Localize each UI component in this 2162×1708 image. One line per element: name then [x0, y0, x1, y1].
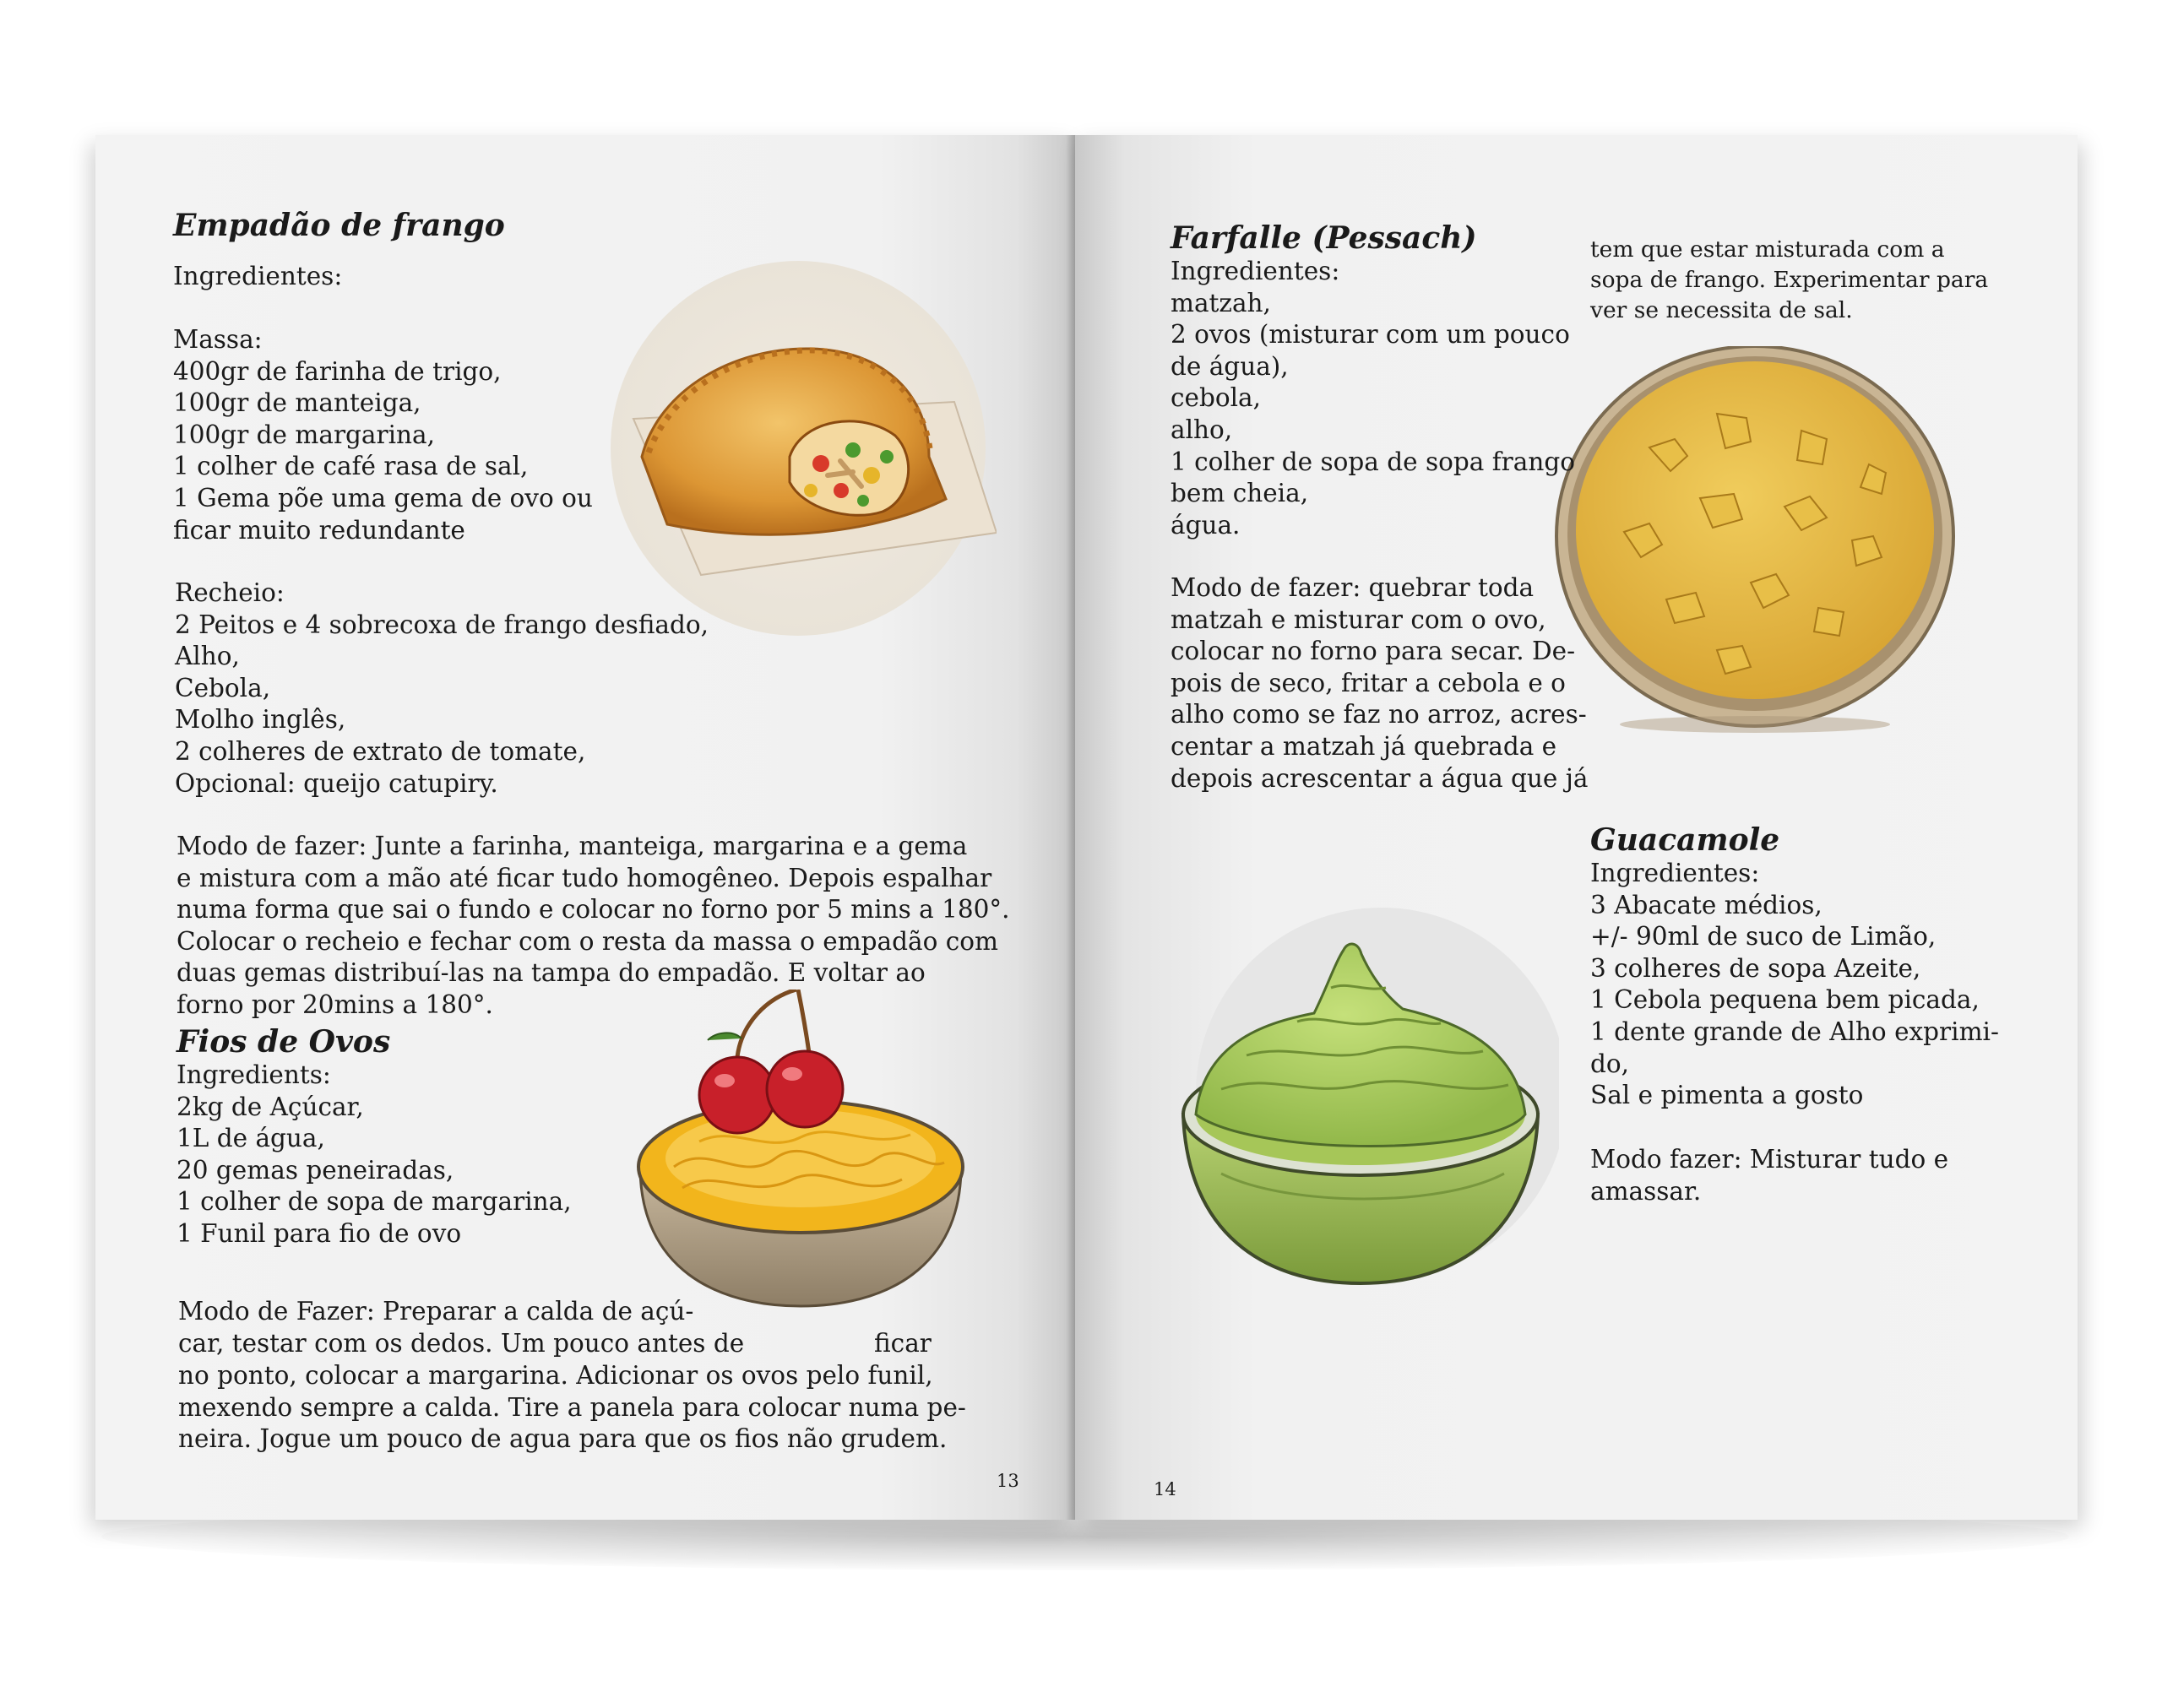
- fios-de-ovos-illustration: [623, 990, 978, 1319]
- guacamole-illustration: [1171, 903, 1559, 1300]
- fios-modo-line1: Modo de Fazer: Preparar a calda de açú-: [178, 1297, 694, 1326]
- empadao-modo: Modo de fazer: Junte a farinha, manteiga, margarina e a gema e mistura com a mão até ficar tudo homogêneo. Depois espalhar numa forma que sai o fundo e colocar no forno por 5 mins a 180°. Colocar o recheio e fechar com o resta da massa o empadão com duas gemas distribuí-las na tampa do empadão. E voltar ao forno por 20mins a 180°.: [177, 832, 1010, 1019]
- empadao-title: Empadão de frango: [173, 208, 505, 243]
- farfalle-ingredients: Ingredientes: matzah, 2 ovos (misturar com um pouco de água), cebola, alho, 1 colher de sopa de sopa frango bem cheia, água.: [1171, 257, 1575, 540]
- left-page: [95, 135, 1075, 1520]
- farfalle-illustration: [1548, 346, 1962, 743]
- fios-modo-line2a: car, testar com os dedos. Um pouco antes de: [178, 1329, 745, 1358]
- farfalle-title: Farfalle (Pessach): [1171, 220, 1477, 256]
- empadao-recheio: Recheio: 2 Peitos e 4 sobrecoxa de frango desfiado, Alho, Cebola, Molho inglês, 2 colheres de extrato de tomate, Opcional: queijo catupiry.: [175, 578, 709, 798]
- guacamole-modo: Modo fazer: Misturar tudo e amassar.: [1590, 1145, 1949, 1206]
- farfalle-modo: Modo de fazer: quebrar toda matzah e misturar com o ovo, colocar no forno para secar. De- pois de seco, fritar a cebola e o alho como se faz no arroz, acres- centar a matzah já quebrada e depois acrescentar a água que já: [1171, 573, 1589, 793]
- fios-title: Fios de Ovos: [177, 1024, 391, 1060]
- page-number-right: 14: [1154, 1479, 1176, 1499]
- page-number-left: 13: [997, 1471, 1019, 1491]
- guacamole-title: Guacamole: [1590, 822, 1780, 858]
- fios-modo-rest: no ponto, colocar a margarina. Adicionar os ovos pelo funil, mexendo sempre a calda. Tire a panela para colocar numa pe- neira. Jogue um pouco de agua para que os fios não grudem.: [178, 1361, 966, 1454]
- farfalle-modo-continued: tem que estar misturada com a sopa de frango. Experimentar para ver se necessita de sal.: [1590, 236, 1989, 323]
- fios-modo-line2b: ficar: [874, 1329, 932, 1358]
- empadao-ingredients-label: Ingredientes:: [173, 262, 343, 290]
- right-page: [1075, 135, 2078, 1520]
- guacamole-ingredients: Ingredientes: 3 Abacate médios, +/- 90ml de suco de Limão, 3 colheres de sopa Azeite, 1 Cebola pequena bem picada, 1 dente grande de Alho exprimi- do, Sal e pimenta a gosto: [1590, 859, 1999, 1110]
- fios-ingredients: Ingredients: 2kg de Açúcar, 1L de água, 20 gemas peneiradas, 1 colher de sopa de margarina, 1 Funil para fio de ovo: [177, 1060, 572, 1248]
- empadao-massa: Massa: 400gr de farinha de trigo, 100gr de manteiga, 100gr de margarina, 1 colher de café rasa de sal, 1 Gema põe uma gema de ovo ou ficar muito redundante: [173, 325, 593, 545]
